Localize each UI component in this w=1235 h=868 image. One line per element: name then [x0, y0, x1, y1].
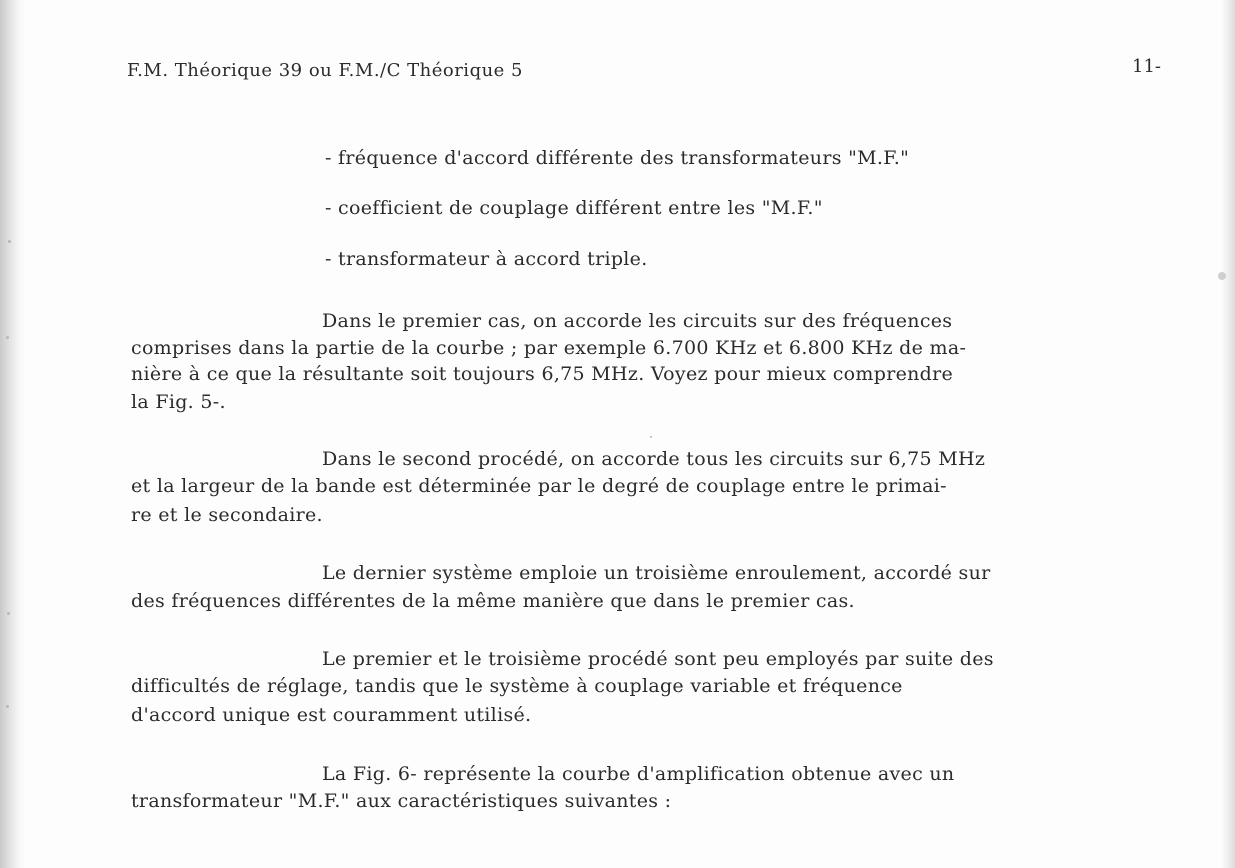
- paragraph-line: d'accord unique est couramment utilisé.: [131, 704, 532, 726]
- paragraph-line: Le premier et le troisième procédé sont peu employés par suite des: [322, 648, 994, 670]
- paragraph-line: difficultés de réglage, tandis que le système à couplage variable et fréquence: [131, 675, 903, 697]
- scan-speck: [6, 336, 9, 339]
- paragraph-line: Le dernier système emploie un troisième enroulement, accordé sur: [322, 562, 991, 584]
- scan-speck: [7, 612, 10, 615]
- paragraph-line: Dans le second procédé, on accorde tous les circuits sur 6,75 MHz: [322, 448, 986, 470]
- paragraph-line: des fréquences différentes de la même manière que dans le premier cas.: [131, 590, 855, 612]
- paragraph-line: transformateur "M.F." aux caractéristiques suivantes :: [131, 790, 672, 812]
- paragraph-line: re et le secondaire.: [131, 504, 323, 526]
- scan-speck: [650, 436, 652, 438]
- paragraph-line: et la largeur de la bande est déterminée par le degré de couplage entre le primai-: [131, 475, 947, 497]
- scan-speck: [8, 240, 11, 243]
- paragraph-line: nière à ce que la résultante soit toujours 6,75 MHz. Voyez pour mieux comprendre: [131, 363, 954, 385]
- list-item: - fréquence d'accord différente des transformateurs "M.F.": [325, 147, 910, 169]
- paragraph-line: La Fig. 6- représente la courbe d'amplification obtenue avec un: [322, 763, 955, 785]
- list-item: - transformateur à accord triple.: [325, 248, 648, 270]
- paragraph-line: comprises dans la partie de la courbe ; par exemple 6.700 KHz et 6.800 KHz de ma-: [131, 337, 967, 359]
- paragraph-line: Dans le premier cas, on accorde les circuits sur des fréquences: [322, 310, 953, 332]
- scan-speck: [6, 705, 9, 708]
- scan-speck: [1218, 272, 1226, 280]
- page-number: 11-: [1132, 56, 1161, 77]
- paragraph-line: la Fig. 5-.: [131, 391, 226, 413]
- page-header-title: F.M. Théorique 39 ou F.M./C Théorique 5: [127, 60, 524, 81]
- scan-left-shadow: [0, 0, 26, 868]
- list-item: - coefficient de couplage différent entre les "M.F.": [325, 197, 823, 219]
- scan-right-shadow: [1221, 0, 1235, 868]
